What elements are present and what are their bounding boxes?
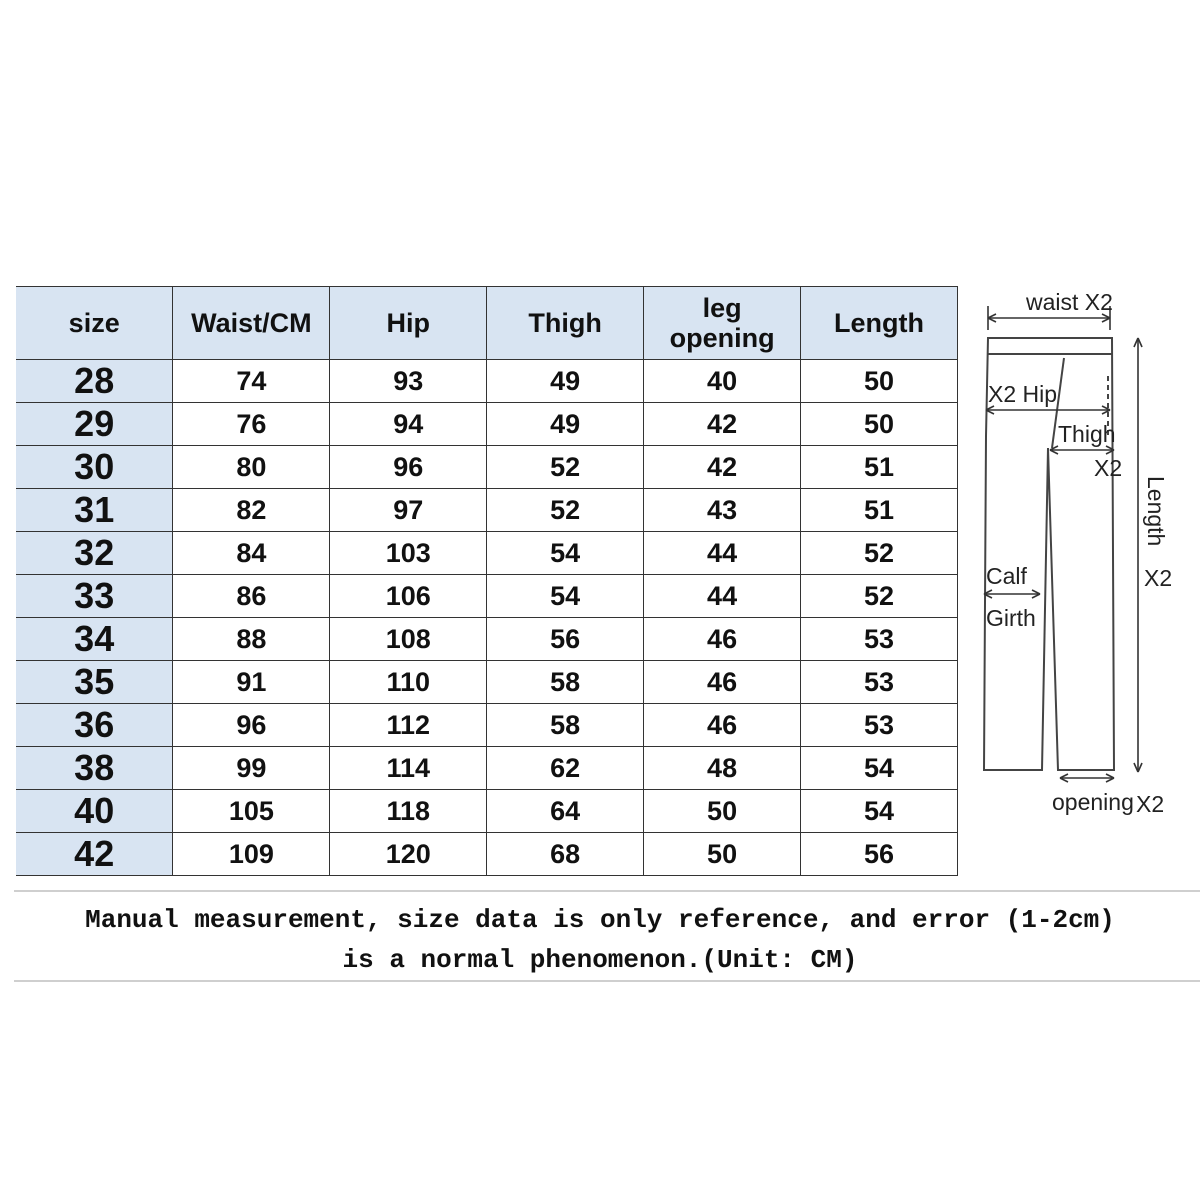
cell-leg-opening: 46	[644, 618, 801, 661]
table-row	[16, 360, 958, 403]
cell-thigh: 52	[487, 446, 644, 489]
cell-leg-opening: 50	[644, 790, 801, 833]
table-row	[16, 618, 958, 661]
thigh-dimension-line	[1050, 446, 1114, 454]
cell-length: 53	[801, 704, 958, 747]
cell-leg-opening: 46	[644, 661, 801, 704]
header-thigh: Thigh	[487, 287, 644, 360]
note-line-2: is a normal phenomenon.(Unit: CM)	[342, 945, 858, 975]
cell-thigh: 62	[487, 747, 644, 790]
measurement-note	[0, 900, 1200, 980]
cell-length: 53	[801, 618, 958, 661]
cell-thigh: 68	[487, 833, 644, 876]
cell-hip: 120	[330, 833, 487, 876]
cell-waist: 80	[173, 446, 330, 489]
cell-waist: 88	[173, 618, 330, 661]
cell-hip: 108	[330, 618, 487, 661]
cell-thigh: 56	[487, 618, 644, 661]
cell-hip: 97	[330, 489, 487, 532]
cell-length: 54	[801, 747, 958, 790]
table-header-row	[16, 287, 958, 360]
cell-hip: 106	[330, 575, 487, 618]
table-row	[16, 833, 958, 876]
cell-waist: 96	[173, 704, 330, 747]
cell-length: 56	[801, 833, 958, 876]
table-row	[16, 575, 958, 618]
note-bottom-divider	[14, 980, 1200, 982]
pants-measurement-diagram	[958, 286, 1198, 846]
cell-leg-opening: 40	[644, 360, 801, 403]
cell-size: 35	[16, 661, 173, 704]
cell-hip: 118	[330, 790, 487, 833]
header-size: size	[16, 287, 173, 360]
thigh-multiplier: X2	[1094, 455, 1123, 481]
cell-waist: 91	[173, 661, 330, 704]
waist-label: waist X2	[1026, 289, 1113, 315]
cell-waist: 109	[173, 833, 330, 876]
cell-thigh: 54	[487, 575, 644, 618]
cell-waist: 84	[173, 532, 330, 575]
pants-diagram-svg	[958, 286, 1198, 846]
girth-label: Girth	[986, 605, 1036, 631]
cell-hip: 94	[330, 403, 487, 446]
header-leg-opening	[644, 287, 801, 360]
header-length: Length	[801, 287, 958, 360]
cell-leg-opening: 48	[644, 747, 801, 790]
cell-size: 29	[16, 403, 173, 446]
opening-multiplier: X2	[1136, 791, 1165, 817]
length-multiplier: X2	[1144, 565, 1173, 591]
calf-label: Calf	[986, 563, 1027, 589]
cell-waist: 74	[173, 360, 330, 403]
cell-thigh: 49	[487, 403, 644, 446]
cell-length: 50	[801, 360, 958, 403]
cell-thigh: 52	[487, 489, 644, 532]
cell-size: 38	[16, 747, 173, 790]
thigh-label: Thigh	[1058, 421, 1116, 447]
cell-size: 30	[16, 446, 173, 489]
cell-thigh: 54	[487, 532, 644, 575]
header-waist: Waist/CM	[173, 287, 330, 360]
cell-waist: 86	[173, 575, 330, 618]
cell-waist: 76	[173, 403, 330, 446]
note-top-divider	[14, 890, 1200, 892]
cell-leg-opening: 44	[644, 575, 801, 618]
cell-length: 52	[801, 575, 958, 618]
table-row	[16, 489, 958, 532]
length-label: Length	[1143, 476, 1169, 547]
cell-size: 33	[16, 575, 173, 618]
table-body	[16, 360, 958, 876]
header-hip: Hip	[330, 287, 487, 360]
opening-dimension-line	[1060, 774, 1114, 782]
cell-hip: 114	[330, 747, 487, 790]
table-row	[16, 661, 958, 704]
table-row	[16, 704, 958, 747]
table-row	[16, 446, 958, 489]
cell-waist: 99	[173, 747, 330, 790]
cell-leg-opening: 42	[644, 446, 801, 489]
cell-waist: 82	[173, 489, 330, 532]
opening-label: opening	[1052, 789, 1134, 815]
header-leg-opening-text: leg opening	[669, 293, 775, 353]
cell-thigh: 64	[487, 790, 644, 833]
cell-size: 36	[16, 704, 173, 747]
cell-length: 54	[801, 790, 958, 833]
cell-hip: 112	[330, 704, 487, 747]
cell-waist: 105	[173, 790, 330, 833]
cell-leg-opening: 46	[644, 704, 801, 747]
cell-hip: 93	[330, 360, 487, 403]
cell-leg-opening: 44	[644, 532, 801, 575]
table-row	[16, 790, 958, 833]
cell-length: 51	[801, 446, 958, 489]
table-row	[16, 747, 958, 790]
cell-hip: 110	[330, 661, 487, 704]
cell-size: 40	[16, 790, 173, 833]
cell-length: 50	[801, 403, 958, 446]
cell-size: 34	[16, 618, 173, 661]
hip-dimension-line	[986, 406, 1110, 414]
cell-leg-opening: 50	[644, 833, 801, 876]
table-row	[16, 532, 958, 575]
cell-length: 51	[801, 489, 958, 532]
size-chart-table	[16, 286, 958, 876]
cell-size: 32	[16, 532, 173, 575]
calf-dimension-line	[984, 590, 1040, 598]
cell-hip: 96	[330, 446, 487, 489]
cell-thigh: 49	[487, 360, 644, 403]
cell-size: 31	[16, 489, 173, 532]
cell-thigh: 58	[487, 704, 644, 747]
hip-label: X2 Hip	[988, 381, 1058, 407]
cell-leg-opening: 42	[644, 403, 801, 446]
cell-length: 52	[801, 532, 958, 575]
cell-size: 42	[16, 833, 173, 876]
cell-thigh: 58	[487, 661, 644, 704]
cell-size: 28	[16, 360, 173, 403]
length-dimension-line	[1134, 338, 1142, 772]
cell-length: 53	[801, 661, 958, 704]
cell-hip: 103	[330, 532, 487, 575]
table-row	[16, 403, 958, 446]
note-line-1: Manual measurement, size data is only reference, and error (1-2cm)	[85, 905, 1115, 935]
cell-leg-opening: 43	[644, 489, 801, 532]
